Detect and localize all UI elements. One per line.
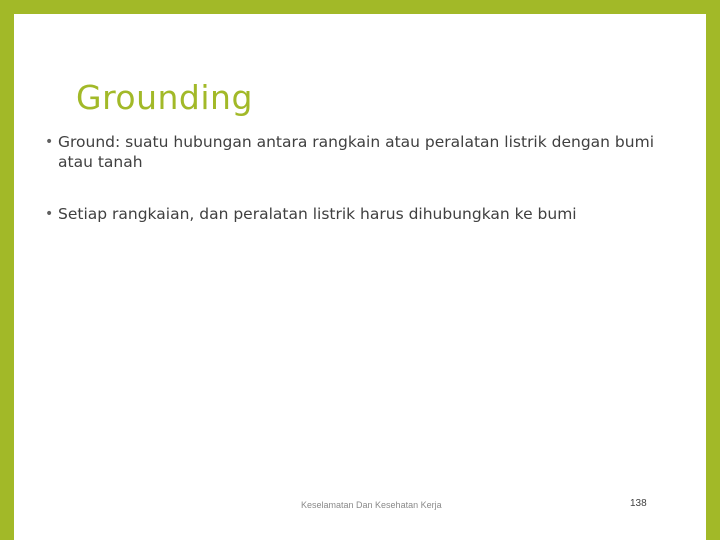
bullet-text: Ground: suatu hubungan antara rangkain atau peralatan listrik dengan bumi atau tanah — [58, 133, 655, 171]
bullet-icon: • — [45, 134, 54, 150]
bullet-item — [32, 204, 672, 224]
bullet-text: Setiap rangkaian, dan peralatan listrik harus dihubungkan ke bumi — [58, 205, 577, 223]
bullet-icon: • — [45, 206, 54, 222]
slide-footer: Keselamatan Dan Kesehatan Kerja — [301, 500, 442, 510]
slide-title: Grounding — [76, 78, 253, 117]
slide — [14, 14, 706, 540]
page-number: 138 — [630, 498, 647, 509]
bullet-list — [32, 132, 672, 256]
bullet-item — [32, 132, 672, 172]
